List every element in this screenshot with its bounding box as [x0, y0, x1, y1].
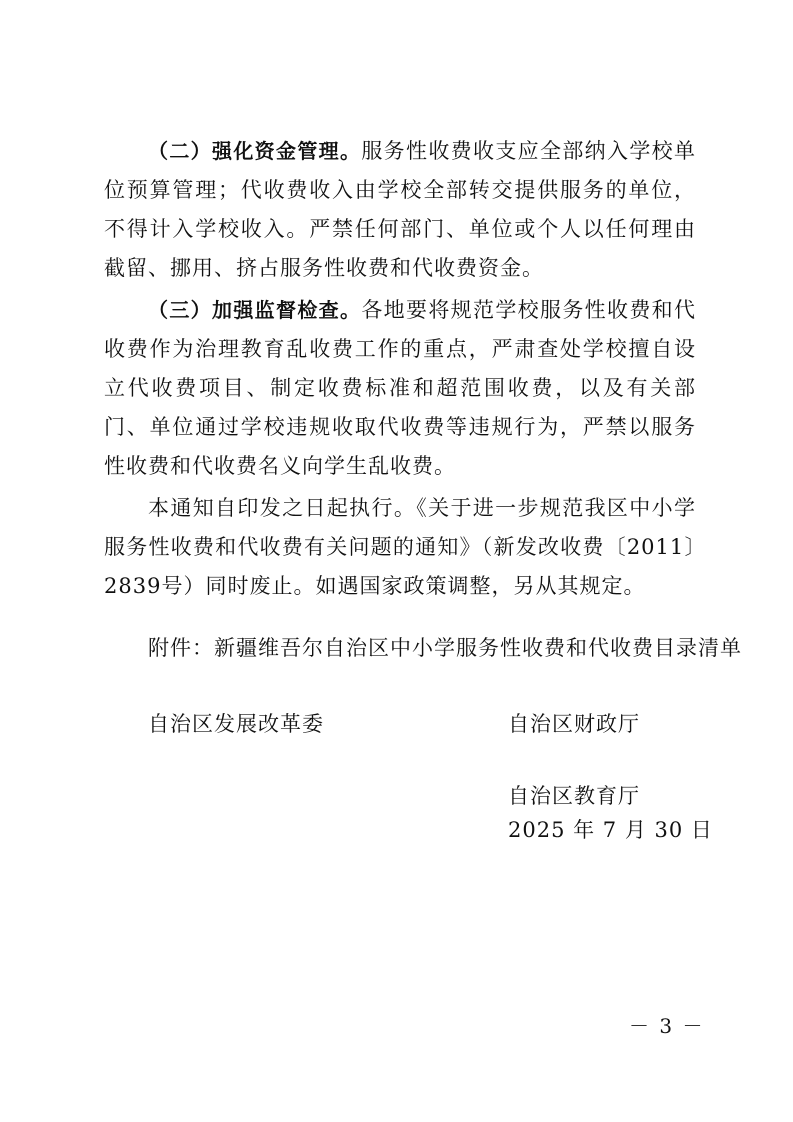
paragraph-text: 各地要将规范学校服务性收费和代收费作为治理教育乱收费工作的重点，严肃查处学校擅自设立代收费项目、制定收费标准和超范围收费，以及有关部门、单位通过学校违规收取代收费等违规行为，严禁以服务性收费和代收费名义向学生乱收费。: [104, 298, 697, 478]
issuer-education-department: 自治区教育厅: [508, 784, 640, 808]
issuer-finance-department: 自治区财政厅: [508, 712, 640, 736]
attachment-line: 附件：新疆维吾尔自治区中小学服务性收费和代收费目录清单: [148, 636, 742, 660]
paragraph-lead: （二）强化资金管理。: [148, 139, 362, 163]
paragraph-effective-date: [104, 489, 696, 606]
paragraph-supervision: [104, 291, 696, 486]
paragraph-lead: （三）加强监督检查。: [148, 298, 362, 322]
document-body: [104, 132, 696, 609]
paragraph-text: 服务性收费收支应全部纳入学校单位预算管理；代收费收入由学校全部转交提供服务的单位，不得计入学校收入。严禁任何部门、单位或个人以任何理由截留、挪用、挤占服务性收费和代收费资金。: [104, 139, 697, 280]
issue-date: 2025 年 7 月 30 日: [508, 818, 713, 842]
page-number: － 3 －: [629, 1014, 705, 1038]
issuer-development-reform-commission: 自治区发展改革委: [148, 712, 324, 736]
paragraph-fund-management: [104, 132, 696, 288]
paragraph-text: 本通知自印发之日起执行。《关于进一步规范我区中小学服务性收费和代收费有关问题的通知》（新发改收费〔2011〕2839号）同时废止。如遇国家政策调整，另从其规定。: [104, 496, 696, 598]
